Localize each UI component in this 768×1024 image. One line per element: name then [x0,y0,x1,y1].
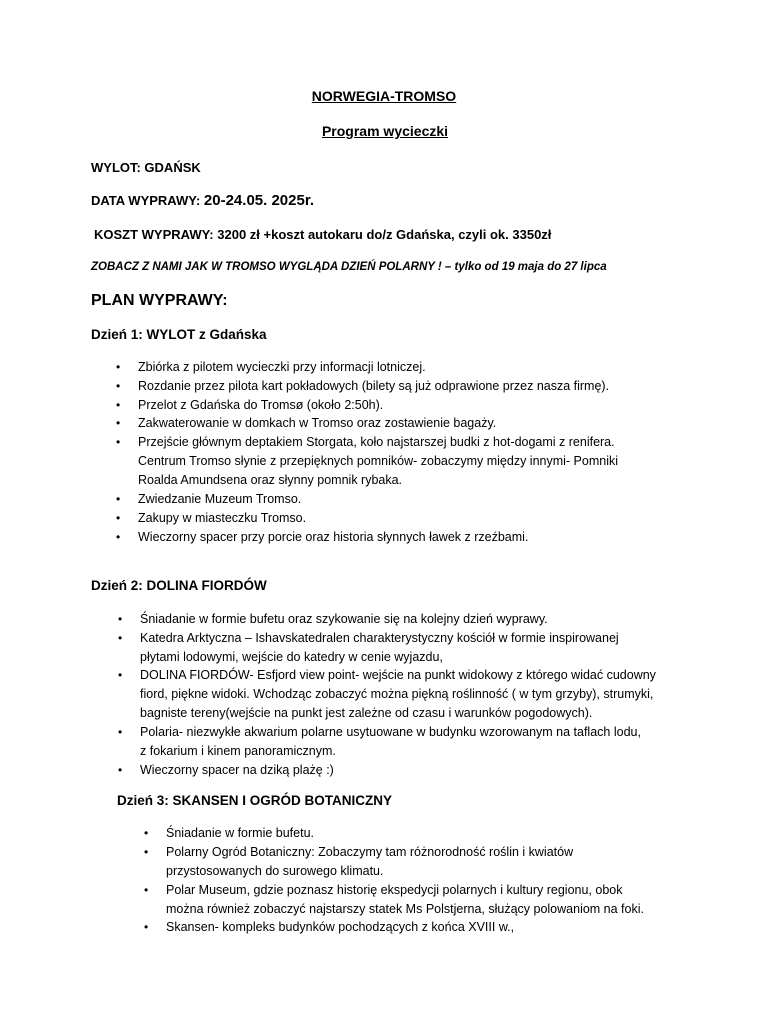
item-line: Wieczorny spacer na dziką plażę :) [140,763,334,777]
departure-info: WYLOT: GDAŃSK [91,160,201,175]
item-line: Polarny Ogród Botaniczny: Zobaczymy tam różnorodność roślin i kwiatów [166,845,574,859]
item-line: Polar Museum, gdzie poznasz historię ekspedycji polarnych i kultury regionu, obok [166,883,623,897]
item-line: Katedra Arktyczna – Ishavskatedralen charakterystyczny kościół w formie inspirowanej [140,631,619,645]
list-item [116,414,496,433]
trip-date-value: 20-24.05. 2025r. [203,192,315,209]
item-line: Rozdanie przez pilota kart pokładowych (bilety są już odprawione przez nasza firmę). [138,379,610,393]
item-line: płytami lodowymi, wejście do katedry w cenie wyjazdu, [140,650,443,664]
item-line: DOLINA FIORDÓW- Esfjord view point- wejście na punkt widokowy z którego widać cudowny [140,668,656,682]
bullet: • [116,511,121,525]
bullet: • [116,398,121,412]
item-line: Śniadanie w formie bufetu oraz szykowanie się na kolejny dzień wyprawy. [140,612,548,626]
item-line: przystosowanych do surowego klimatu. [166,864,384,878]
day-2-heading: Dzień 2: DOLINA FIORDÓW [91,578,267,593]
item-line: fiord, piękne widoki. Wchodząc zobaczyć można piękną roślinność ( w tym grzyby), strumyki, [140,687,654,701]
bullet: • [116,379,121,393]
list-item [144,881,644,919]
list-item [144,918,514,937]
list-item [116,358,426,377]
trip-date [91,192,314,209]
bullet: • [144,883,149,897]
list-item [118,761,334,780]
list-item [144,843,573,881]
bullet: • [116,530,121,544]
list-item [118,610,548,629]
trip-cost: KOSZT WYPRAWY: 3200 zł +koszt autokaru do/z Gdańska, czyli ok. 3350zł [94,227,552,242]
item-line: Wieczorny spacer przy porcie oraz historia słynnych ławek z rzeźbami. [138,530,529,544]
document-subtitle: Program wycieczki [321,123,449,139]
item-line: Zbiórka z pilotem wycieczki przy informacji lotniczej. [138,360,426,374]
list-item [118,723,641,761]
list-item [116,509,306,528]
item-line: Przejście głównym deptakiem Storgata, koło najstarszej budki z hot-dogami z renifera. [138,435,615,449]
bullet: • [144,826,149,840]
item-line: Zakwaterowanie w domkach w Tromso oraz zostawienie bagaży. [138,416,497,430]
item-line: Roalda Amundsena oraz słynny pomnik rybaka. [138,473,403,487]
day-1-heading: Dzień 1: WYLOT z Gdańska [91,327,267,342]
item-line: Zwiedzanie Muzeum Tromso. [138,492,302,506]
bullet: • [144,845,149,859]
list-item [144,824,314,843]
item-line: bagniste tereny(wejście na punkt jest zależne od czasu i warunków pogodowych). [140,706,593,720]
list-item [116,377,609,396]
list-item [116,433,618,490]
list-item [116,528,528,547]
bullet: • [118,763,123,777]
item-line: Przelot z Gdańska do Tromsø (około 2:50h). [138,398,384,412]
bullet: • [116,360,121,374]
bullet: • [144,920,149,934]
plan-heading: PLAN WYPRAWY: [91,292,228,309]
bullet: • [118,631,123,645]
item-line: można również zobaczyć najstarszy statek Ms Polstjerna, służący polowaniom na foki. [166,902,644,916]
item-line: Centrum Tromso słynie z przepięknych pomników- zobaczymy między innymi- Pomniki [138,454,619,468]
trip-date-label: DATA WYPRAWY: [91,193,201,208]
list-item [116,396,383,415]
item-line: Śniadanie w formie bufetu. [166,826,315,840]
item-line: Skansen- kompleks budynków pochodzących z końca XVIII w., [166,920,515,934]
item-line: Zakupy w miasteczku Tromso. [138,511,307,525]
list-item [116,490,301,509]
polar-day-promo: ZOBACZ Z NAMI JAK W TROMSO WYGLĄDA DZIEŃ POLARNY ! – tylko od 19 maja do 27 lipca [91,261,607,273]
document-title: NORWEGIA-TROMSO [311,88,457,104]
bullet: • [116,492,121,506]
day-3-heading: Dzień 3: SKANSEN I OGRÓD BOTANICZNY [117,793,393,808]
bullet: • [116,435,121,449]
item-line: z fokarium i kinem panoramicznym. [140,744,336,758]
bullet: • [116,416,121,430]
bullet: • [118,725,123,739]
bullet: • [118,612,123,626]
item-line: Polaria- niezwykłe akwarium polarne usytuowane w budynku wzorowanym na taflach lodu, [140,725,641,739]
list-item [118,666,656,723]
bullet: • [118,668,123,682]
list-item [118,629,619,667]
